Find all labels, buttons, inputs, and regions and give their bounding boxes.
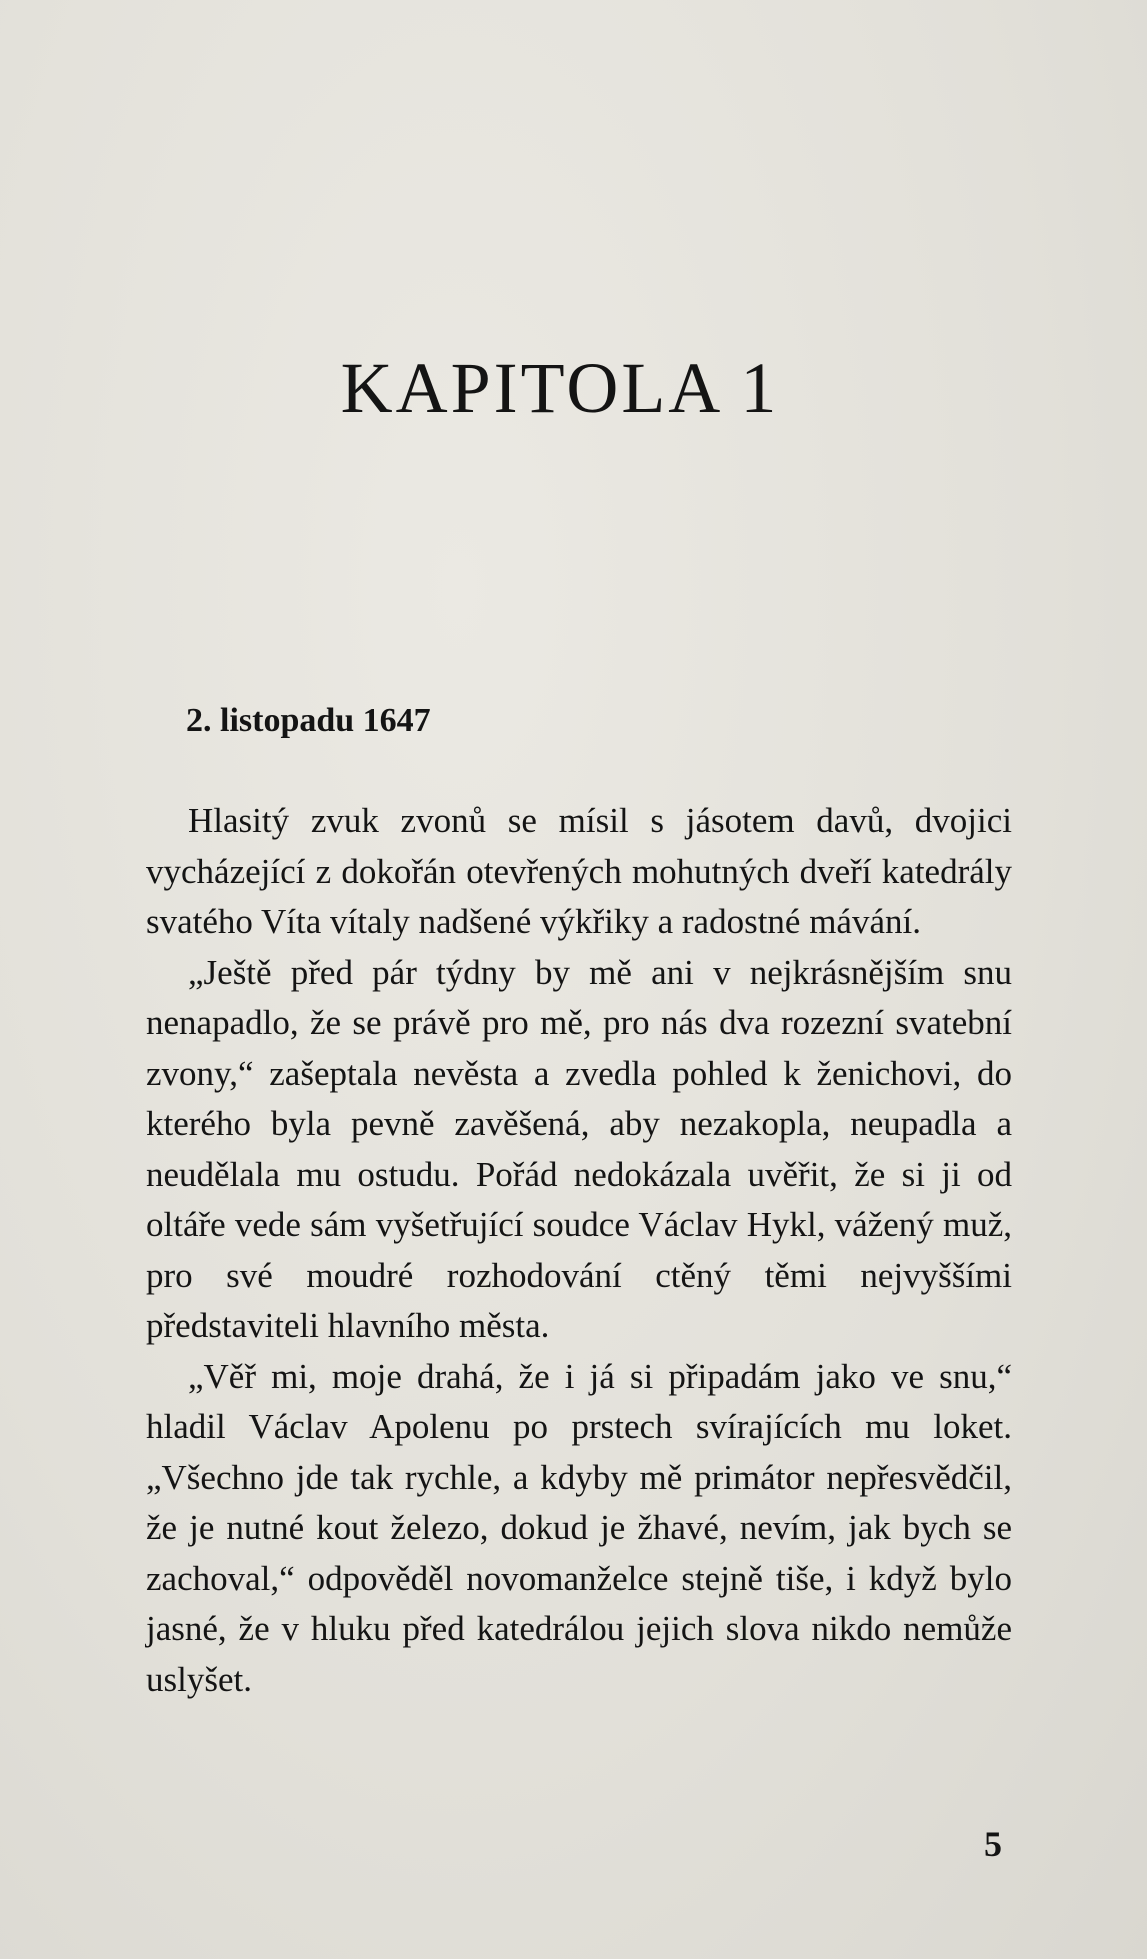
chapter-date-heading: 2. listopadu 1647 bbox=[186, 702, 431, 739]
paragraph: Hlasitý zvuk zvonů se mísil s jásotem davů, dvojici vycházející z dokořán otevřených mohutných dveří katedrály svatého Víta vítaly nadšené výkřiky a radostné mávání. bbox=[146, 801, 1012, 941]
chapter-title: KAPITOLA 1 bbox=[340, 348, 780, 428]
paragraph: „Věř mi, moje drahá, že i já si připadám jako ve snu,“ hladil Václav Apolenu po prstech svírajících mu loket. „Všechno jde tak rychle, a kdyby mě primátor nepřesvědčil, že je nutné kout železo, dokud je žhavé, nevím, jak bych se zachoval,“ odpověděl novomanželce stejně tiše, i když bylo jasné, že v hluku před katedrálou jejich slova nikdo nemůže uslyšet. bbox=[146, 1356, 1012, 1699]
paragraph: „Ještě před pár týdny by mě ani v nejkrásnějším snu nenapadlo, že se právě pro mě, pro nás dva rozezní svatební zvony,“ zašeptala nevěsta a zvedla pohled k ženichovi, do kterého byla pevně zavěšená, aby nezakopla, neupadla a neudělala mu ostudu. Pořád nedokázala uvěřit, že si ji od oltáře vede sám vyšetřující soudce Václav Hykl, vážený muž, pro své moudré rozhodování ctěný těmi nejvyššími představiteli hlavního města. bbox=[146, 952, 1012, 1345]
chapter-body bbox=[146, 796, 1012, 1705]
page-number: 5 bbox=[984, 1824, 1002, 1864]
